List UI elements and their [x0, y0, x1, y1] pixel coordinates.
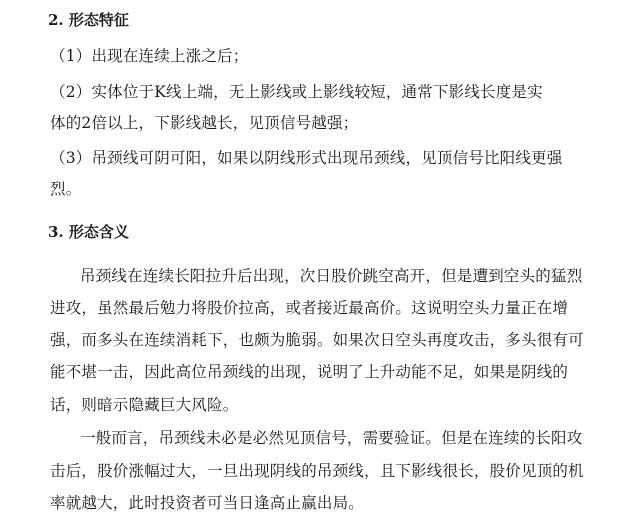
meaning-paragraph-1-line-2: 进攻，虽然最后勉力将股价拉高，或者接近最高价。这说明空头力量正在增: [50, 299, 569, 317]
meaning-paragraph-2-line-3: 率就越大，此时投资者可当日逢高止赢出局。: [50, 494, 365, 512]
meaning-paragraph-2-line-2: 击后，股价涨幅过大，一旦出现阴线的吊颈线，且下影线很长，股价见顶的机: [50, 462, 584, 480]
feature-item-2: （2）实体位于K线上端，无上影线或上影线较短，通常下影线长度是实: [50, 83, 543, 101]
section-heading-features: 2. 形态特征: [48, 11, 129, 29]
feature-item-3: （3）吊颈线可阴可阳，如果以阴线形式出现吊颈线，见顶信号比阳线更强: [50, 149, 563, 167]
meaning-paragraph-1-line-3: 强，而多头在连续消耗下，也颇为脆弱。如果次日空头再度攻击，多头很有可: [50, 331, 584, 349]
meaning-paragraph-1-line-5: 话，则暗示隐藏巨大风险。: [50, 396, 239, 414]
meaning-paragraph-1-line-1: 吊颈线在连续长阳拉升后出现，次日股价跳空高开，但是遭到空头的猛烈: [80, 267, 583, 285]
feature-item-1: （1）出现在连续上涨之后；: [50, 47, 249, 65]
section-heading-meaning: 3. 形态含义: [48, 223, 129, 241]
meaning-paragraph-1-line-4: 能不堪一击，因此高位吊颈线的出现，说明了上升动能不足，如果是阴线的: [50, 363, 569, 381]
feature-item-2-continued: 体的2倍以上，下影线越长，见顶信号越强；: [50, 114, 359, 132]
meaning-paragraph-2-line-1: 一般而言，吊颈线未必是必然见顶信号，需要验证。但是在连续的长阳攻: [80, 429, 583, 447]
feature-item-3-continued: 烈。: [50, 180, 82, 198]
